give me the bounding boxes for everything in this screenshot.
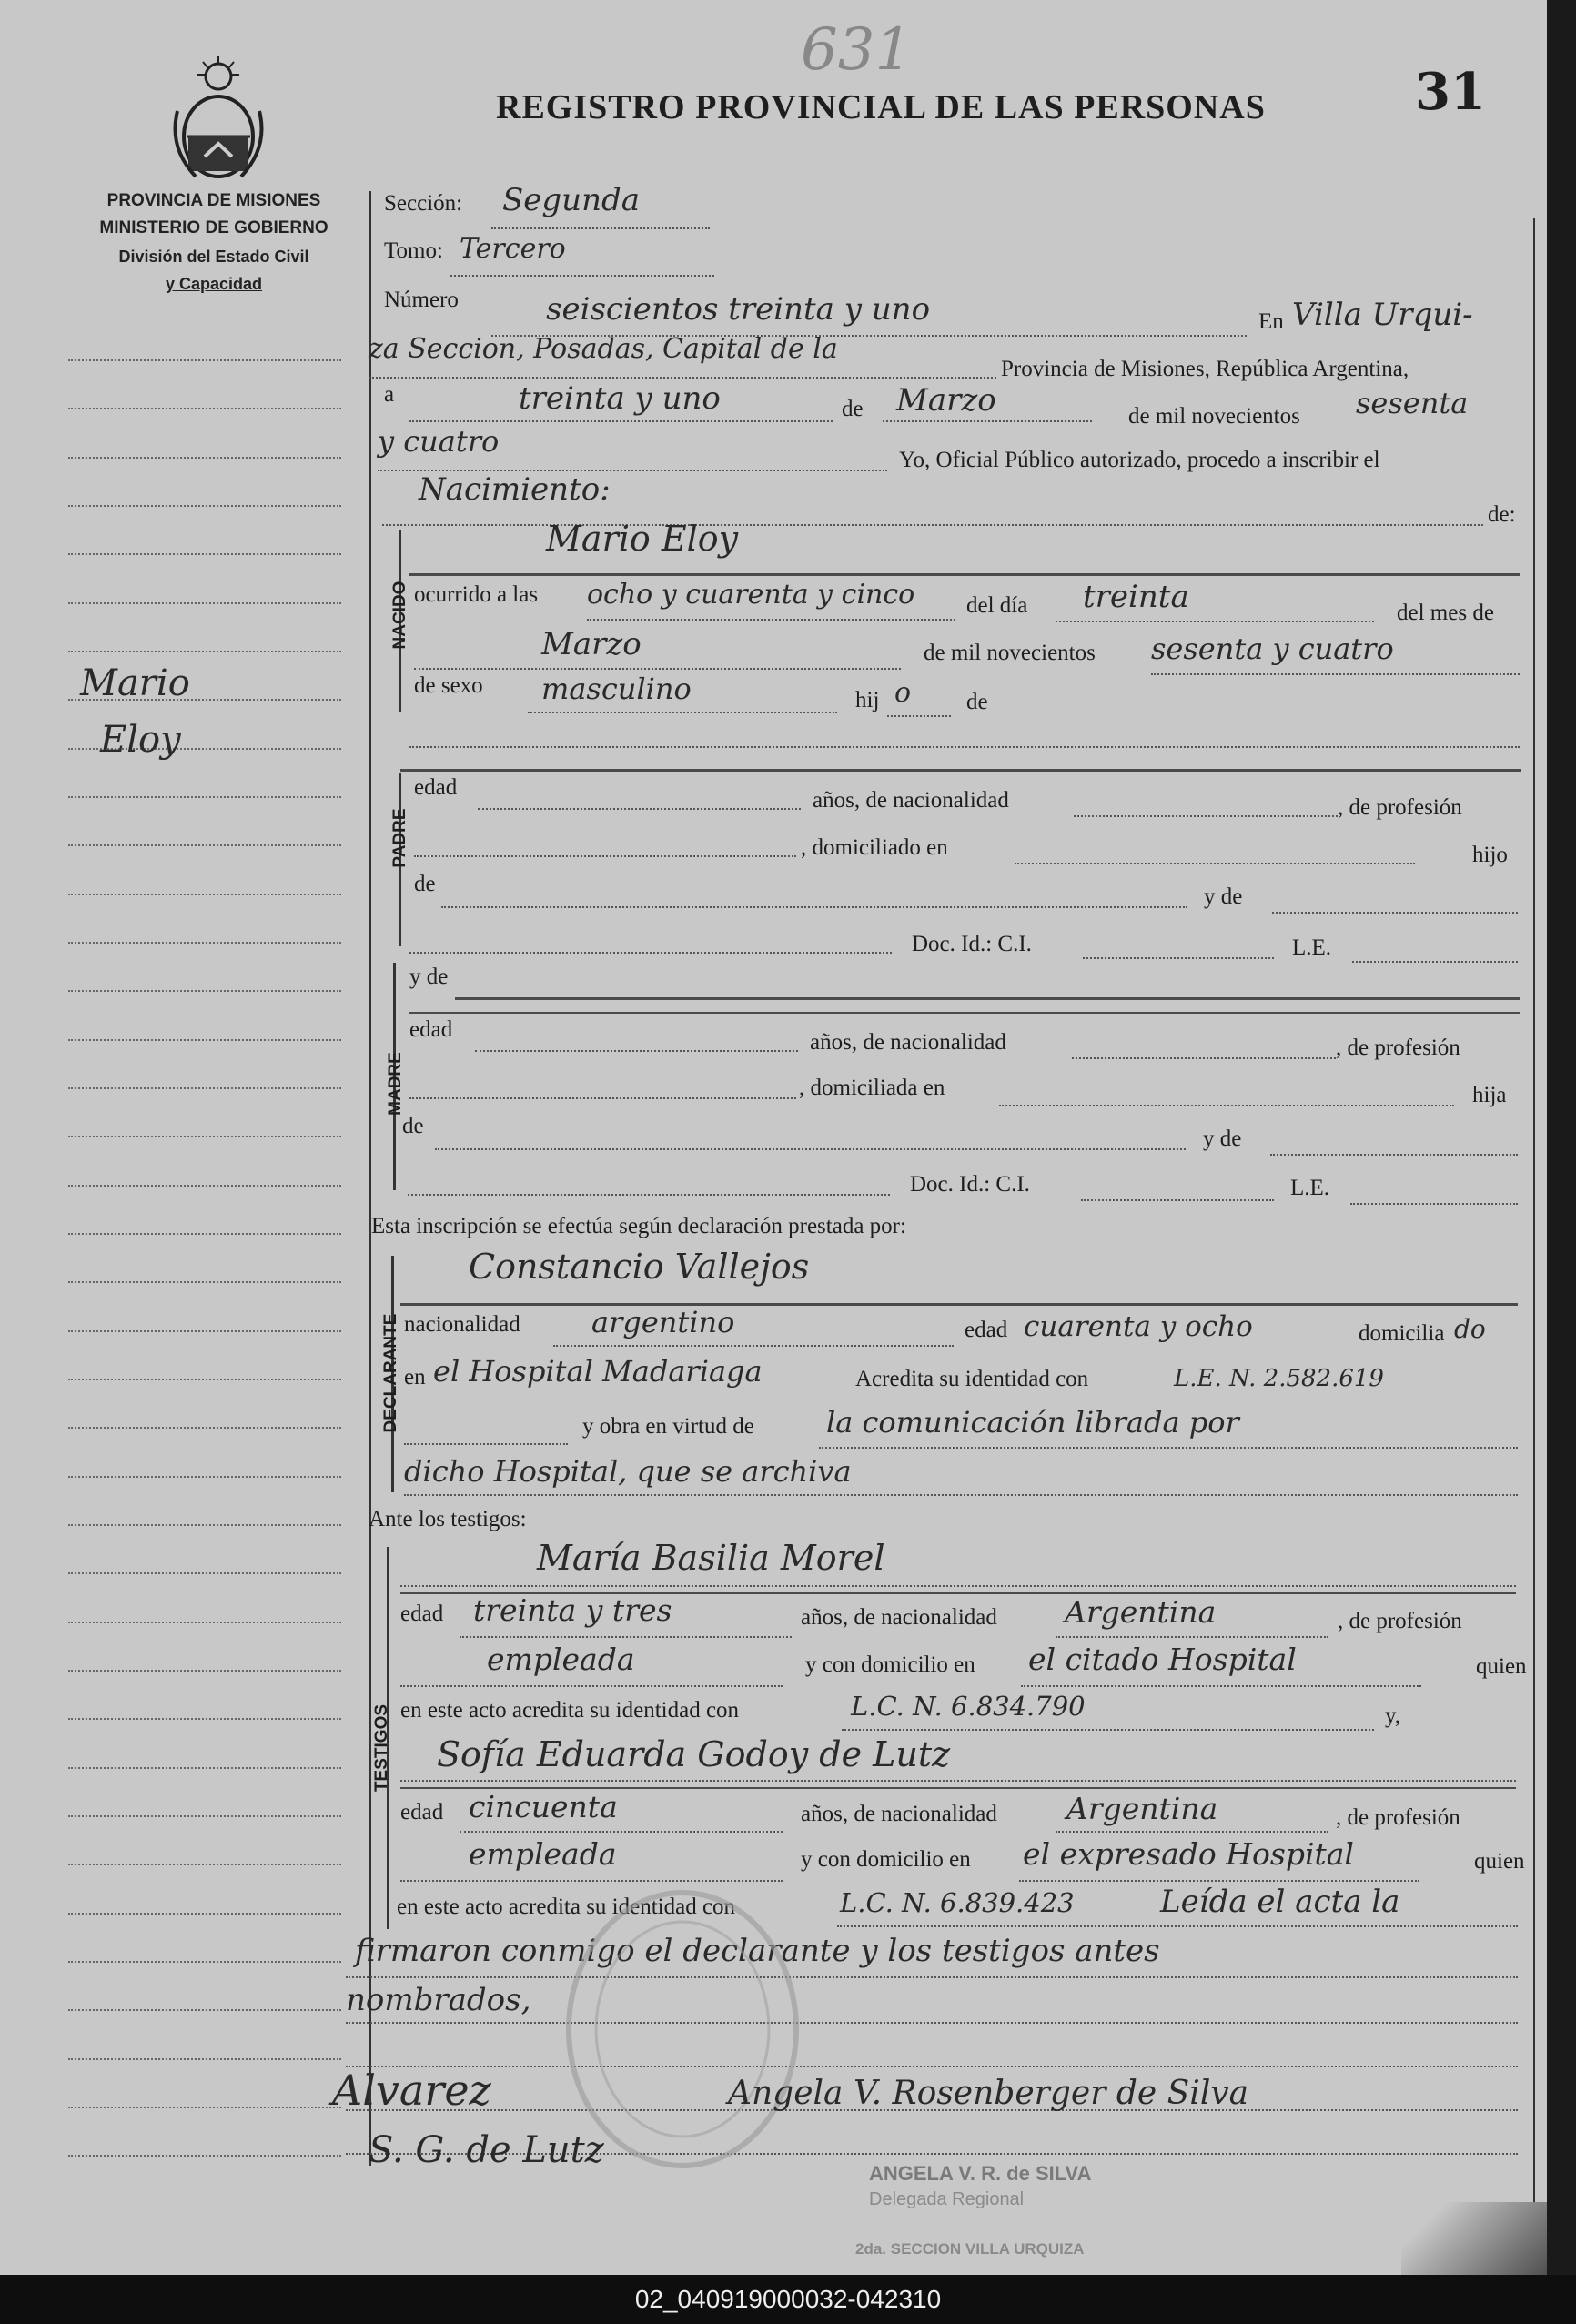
testigo1-edad: treinta y tres	[473, 1592, 672, 1628]
page-edge-shadow	[1401, 2202, 1547, 2275]
stamp-location: 2da. SECCION VILLA URQUIZA	[855, 2240, 1085, 2258]
testigo1-domicilio-label: y con domicilio en	[805, 1652, 975, 1677]
testigo2-profesion: empleada	[469, 1836, 617, 1872]
madre-anios-label: años, de nacionalidad	[810, 1030, 1006, 1055]
testigo1-profesion: empleada	[487, 1642, 635, 1677]
declaracion-intro: Esta inscripción se efectúa según declaración prestada por:	[371, 1214, 906, 1238]
fecha-anio-2: y cuatro	[378, 424, 500, 459]
declarante-nombre: Constancio Vallejos	[469, 1247, 810, 1287]
fecha-de-label: de	[842, 397, 864, 421]
madre-de-label: de	[402, 1114, 424, 1138]
numero-label: Número	[384, 288, 459, 312]
nacido-de-label: de	[966, 690, 988, 714]
padre-le-label: L.E.	[1292, 935, 1332, 960]
del-dia-label: del día	[966, 593, 1028, 618]
madre-y-de-label: y de	[409, 965, 449, 989]
declarante-domicilia-label: domicilia	[1359, 1321, 1445, 1346]
acta-cierre-2: firmaron conmigo el declarante y los testigos antes	[355, 1933, 1160, 1969]
issuer-ministry: MINISTERIO DE GOBIERNO	[99, 218, 328, 237]
provincia-text: Provincia de Misiones, República Argentina,	[1001, 357, 1409, 381]
declarante-edad: cuarenta y ocho	[1024, 1310, 1253, 1343]
testigo1-nombre: María Basilia Morel	[537, 1538, 885, 1578]
en-value-1: Villa Urqui-	[1292, 297, 1473, 333]
fecha-dia: treinta y uno	[519, 380, 721, 417]
testigo2-profesion-label: , de profesión	[1336, 1805, 1460, 1830]
declarante-documento: L.E. N. 2.582.619	[1174, 1365, 1384, 1392]
testigo1-profesion-label: , de profesión	[1338, 1609, 1462, 1633]
madre-y-de2-label: y de	[1203, 1127, 1242, 1151]
stamp-role: Delegada Regional	[869, 2189, 1025, 2209]
testigo2-domicilio-label: y con domicilio en	[801, 1847, 971, 1872]
signature-3: S. G. de Lutz	[369, 2129, 604, 2171]
testigo1-domicilio: el citado Hospital	[1028, 1642, 1297, 1677]
en-label: En	[1258, 309, 1284, 334]
tomo-value: Tercero	[460, 233, 566, 265]
testigo2-nombre: Sofía Eduarda Godoy de Lutz	[437, 1734, 951, 1774]
en-value-2: za Seccion, Posadas, Capital de la	[369, 333, 838, 365]
top-note: 631	[801, 16, 913, 84]
nacido-mil-label: de mil novecientos	[924, 641, 1096, 665]
padre-edad-label: edad	[414, 775, 458, 800]
testigo2-anios-label: años, de nacionalidad	[801, 1802, 997, 1826]
padre-anios-label: años, de nacionalidad	[813, 788, 1009, 813]
declarante-obra-label: y obra en virtud de	[582, 1414, 754, 1439]
testigo1-acredita-label: en este acto acredita su identidad con	[400, 1698, 740, 1723]
del-mes-label: del mes de	[1397, 601, 1494, 625]
acto-inscripto: Nacimiento:	[419, 471, 611, 508]
madre-hija-label: hija	[1472, 1083, 1507, 1107]
testigos-intro: Ante los testigos:	[369, 1507, 527, 1531]
numero-value: seiscientos treinta y uno	[546, 291, 931, 328]
padre-section-label: PADRE	[390, 808, 409, 868]
declarante-domicilia-suffix: do	[1454, 1314, 1486, 1344]
testigo2-edad-label: edad	[400, 1800, 444, 1824]
nacido-section-label: NACIDO	[390, 581, 409, 650]
testigo2-nacionalidad: Argentina	[1066, 1791, 1218, 1826]
testigo1-documento: L.C. N. 6.834.790	[851, 1691, 1086, 1722]
margin-note-surname: Eloy	[100, 719, 181, 761]
testigos-section-label: TESTIGOS	[372, 1703, 391, 1793]
declarante-acredita-label: Acredita su identidad con	[855, 1367, 1089, 1391]
testigo1-nacionalidad: Argentina	[1065, 1594, 1217, 1630]
testigo1-y-label: y,	[1385, 1703, 1401, 1728]
fecha-anio-1: sesenta	[1356, 386, 1469, 420]
padre-profesion-label: , de profesión	[1338, 795, 1462, 820]
testigo1-quien-label: quien	[1476, 1654, 1527, 1679]
ocurrido-label: ocurrido a las	[414, 582, 539, 607]
nacido-dia: treinta	[1083, 579, 1189, 615]
hij-suffix: o	[894, 677, 912, 709]
page-title: REGISTRO PROVINCIAL DE LAS PERSONAS	[496, 88, 1266, 126]
declarante-nacionalidad-label: nacionalidad	[404, 1312, 520, 1337]
madre-edad-label: edad	[409, 1017, 453, 1042]
signature-2: Angela V. Rosenberger de Silva	[728, 2075, 1249, 2112]
testigo2-edad: cincuenta	[469, 1789, 618, 1824]
declarante-obra-2: dicho Hospital, que se archiva	[404, 1454, 852, 1489]
testigo2-acredita-label: en este acto acredita su identidad con	[397, 1895, 736, 1919]
issuer-province: PROVINCIA DE MISIONES	[106, 191, 321, 210]
nacido-mes: Marzo	[541, 626, 642, 662]
column-divider	[369, 191, 371, 2166]
madre-domiciliada-label: , domiciliada en	[799, 1076, 945, 1100]
seccion-label: Sección:	[384, 191, 463, 216]
padre-hijo-label: hijo	[1472, 843, 1508, 867]
padre-domiciliado-label: , domiciliado en	[801, 835, 948, 860]
declarante-obra-1: la comunicación librada por	[826, 1405, 1239, 1440]
declarante-en-label: en	[404, 1365, 426, 1389]
madre-doc-label: Doc. Id.: C.I.	[910, 1172, 1030, 1197]
right-border	[1533, 218, 1535, 2202]
testigo2-quien-label: quien	[1474, 1849, 1525, 1874]
nacido-anio: sesenta y cuatro	[1151, 632, 1394, 666]
padre-de-label: de	[414, 872, 436, 896]
madre-profesion-label: , de profesión	[1336, 1036, 1460, 1060]
issuer-capacidad: y Capacidad	[165, 275, 263, 293]
padre-y-de-label: y de	[1204, 884, 1243, 909]
nacido-sexo: masculino	[541, 672, 692, 706]
mil-text: de mil novecientos	[1128, 404, 1300, 429]
padre-doc-label: Doc. Id.: C.I.	[912, 932, 1032, 956]
madre-section-label: MADRE	[386, 1052, 405, 1116]
declarante-edad-label: edad	[965, 1318, 1008, 1342]
declarante-domicilio: el Hospital Madariaga	[433, 1354, 763, 1389]
yo-text: Yo, Oficial Público autorizado, procedo a inscribir el	[899, 448, 1380, 472]
signature-1: Alvarez	[332, 2066, 491, 2115]
nacido-hora: ocho y cuarenta y cinco	[587, 579, 915, 611]
page-number: 31	[1415, 62, 1486, 122]
sexo-label: de sexo	[414, 673, 483, 698]
declarante-section-label: DECLARANTE	[381, 1313, 400, 1433]
hij-label: hij	[855, 688, 880, 712]
testigo2-documento: L.C. N. 6.839.423	[840, 1887, 1075, 1918]
coat-of-arms-icon	[168, 56, 268, 184]
acta-cierre-1: Leída el acta la	[1160, 1884, 1400, 1920]
de-colon: de:	[1488, 502, 1516, 527]
stamp-name: ANGELA V. R. de SILVA	[869, 2162, 1092, 2185]
seccion-value: Segunda	[502, 182, 641, 218]
testigo2-domicilio: el expresado Hospital	[1023, 1836, 1354, 1872]
testigo1-edad-label: edad	[400, 1602, 444, 1626]
nacido-nombre: Mario Eloy	[546, 519, 739, 559]
testigo1-anios-label: años, de nacionalidad	[801, 1605, 997, 1630]
fecha-mes: Marzo	[896, 382, 996, 419]
fecha-a-label: a	[384, 382, 395, 407]
tomo-label: Tomo:	[384, 238, 443, 263]
acta-cierre-3: nombrados,	[346, 1982, 531, 2018]
margin-note-name: Mario	[80, 662, 190, 704]
declarante-nacionalidad: argentino	[591, 1305, 735, 1339]
image-filename: 02_040919000032-042310	[0, 2275, 1576, 2324]
madre-le-label: L.E.	[1290, 1176, 1330, 1200]
issuer-division: División del Estado Civil	[118, 248, 309, 266]
